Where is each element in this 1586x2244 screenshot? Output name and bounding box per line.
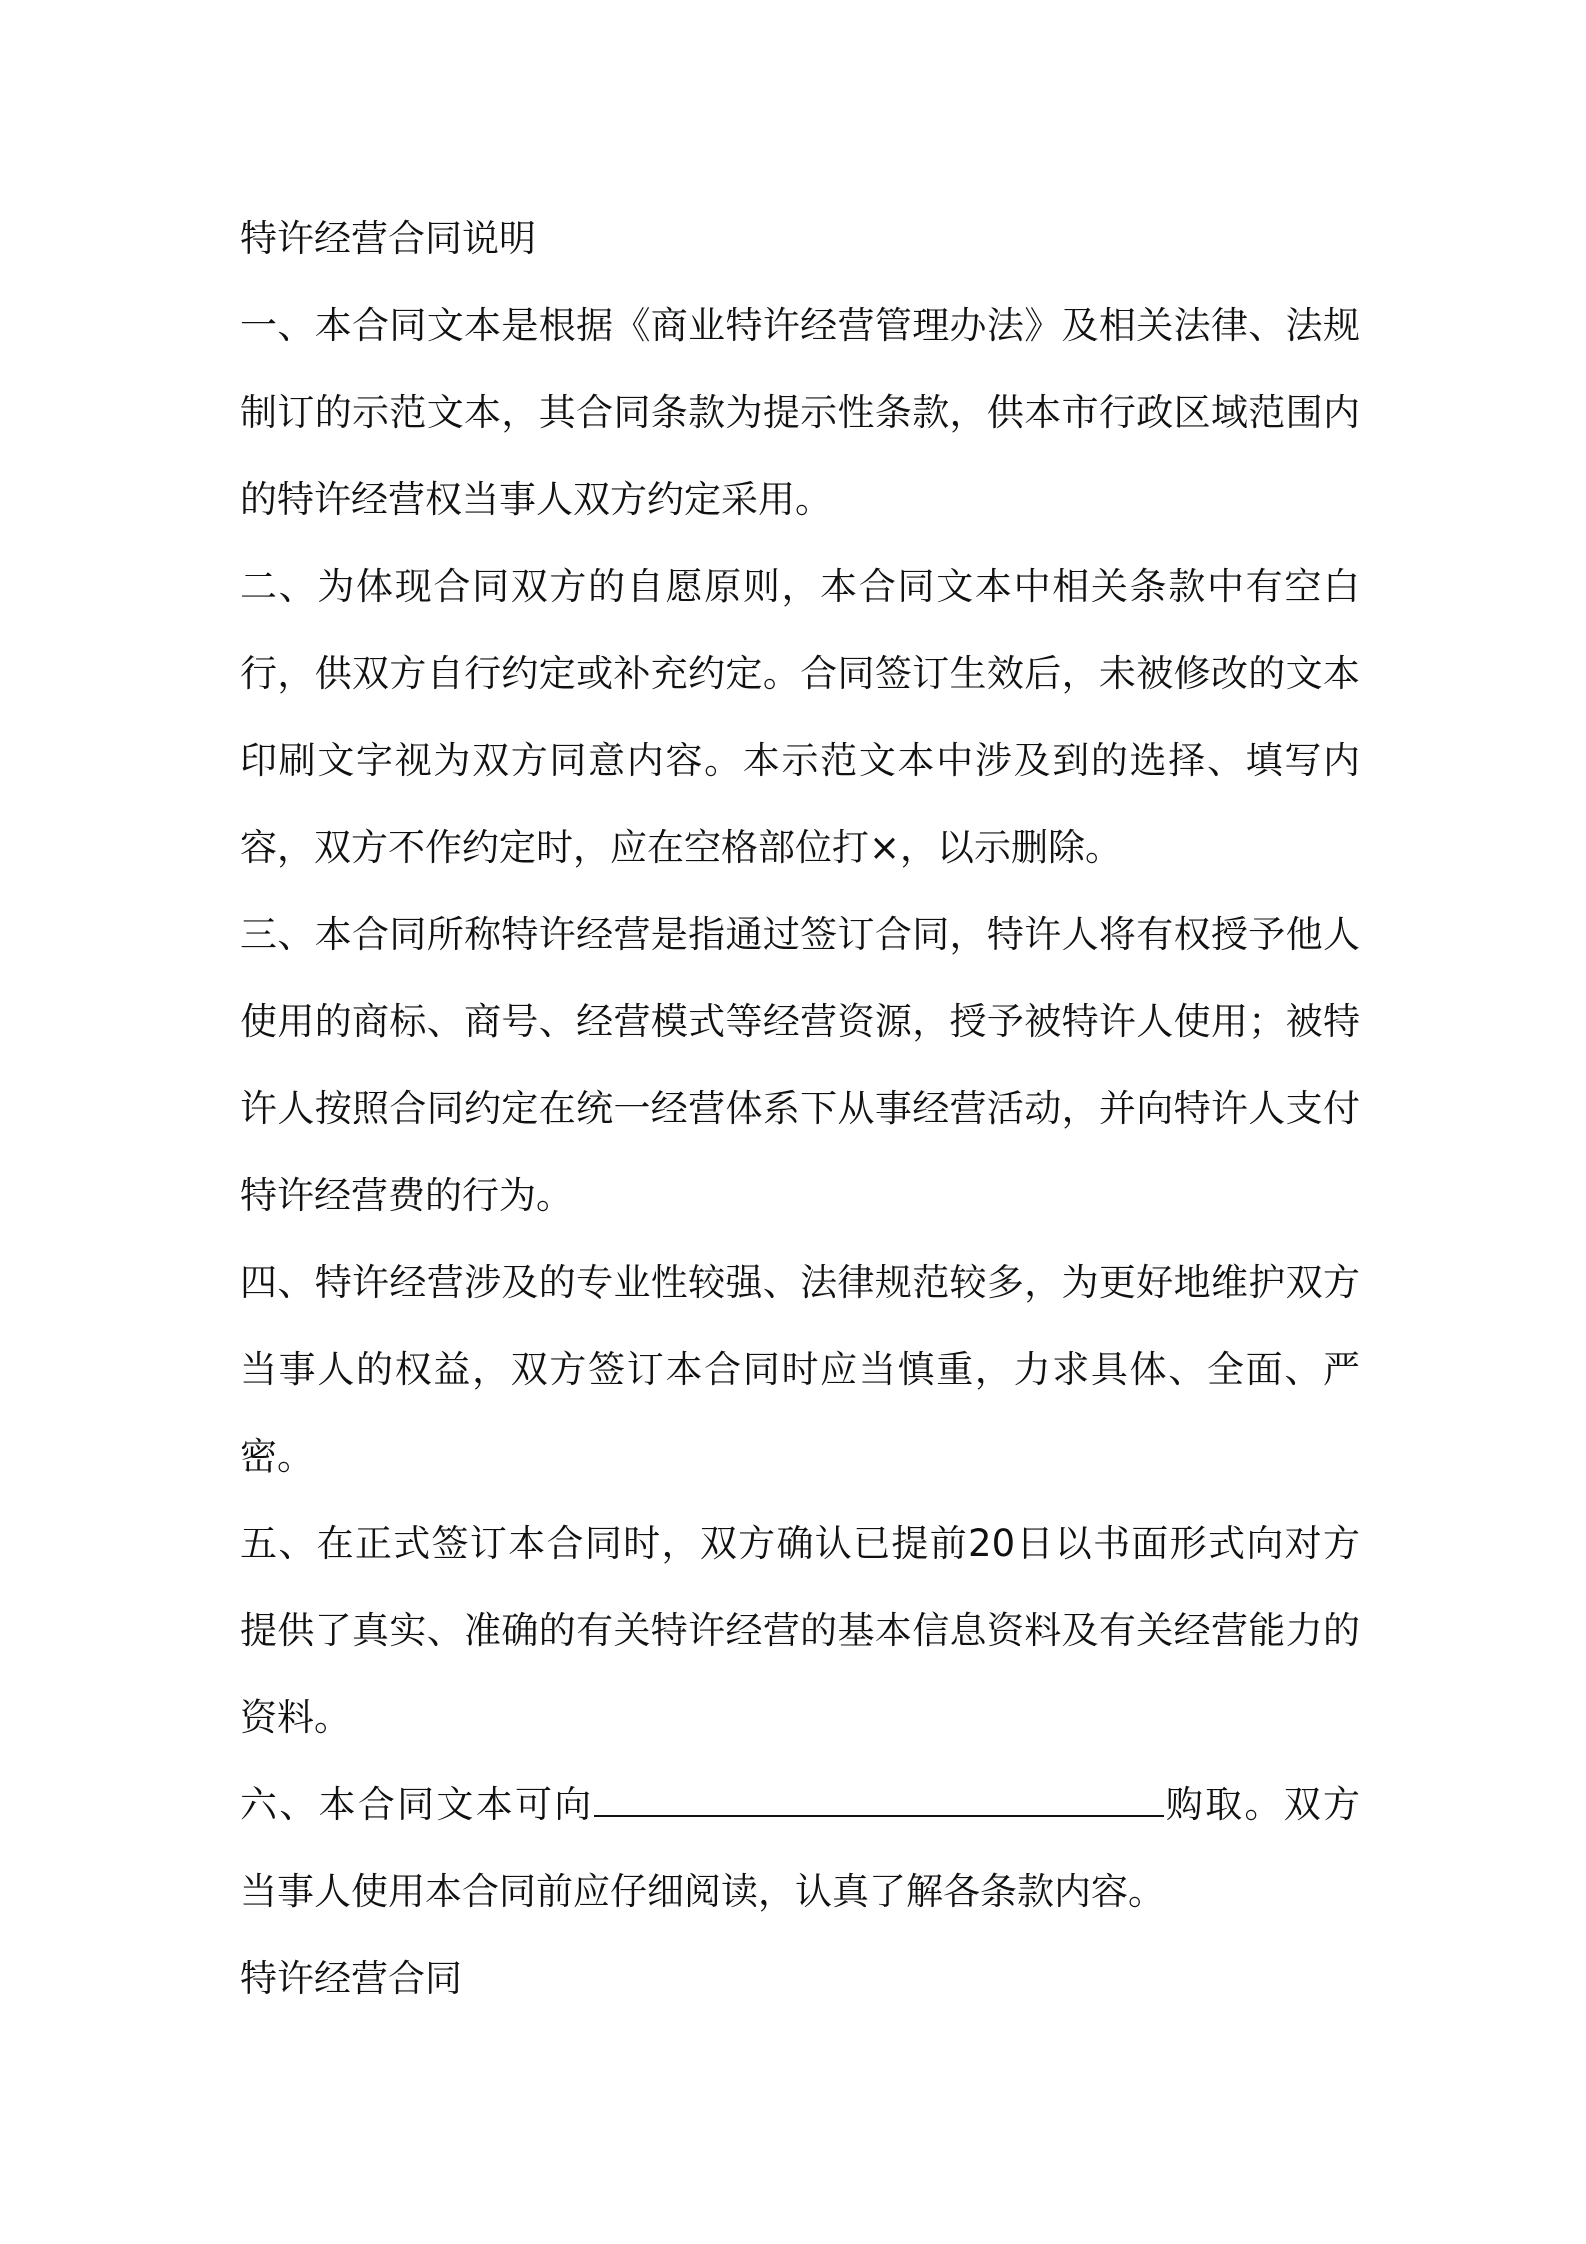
paragraph-6-lead: 六、本合同文本可向: [240, 1783, 594, 1826]
section-heading: 特许经营合同: [240, 1957, 462, 2000]
paragraph-1: 一、本合同文本是根据《商业特许经营管理办法》及相关法律、法规制订的示范文本，其合同条款为提示性条款，供本市行政区域范围内的特许经营权当事人双方约定采用。: [240, 304, 1360, 521]
paragraph-6: [240, 1761, 1360, 1935]
paragraph-5: 五、在正式签订本合同时，双方确认已提前20日以书面形式向对方提供了真实、准确的有关特许经营的基本信息资料及有关经营能力的资料。: [240, 1522, 1360, 1739]
document-title: 特许经营合同说明: [240, 217, 536, 260]
paragraph-6-tail: 购取。双方当事人使用本合同前应仔细阅读，认真了解各条款内容。: [240, 1783, 1361, 1913]
paragraph-4: 四、特许经营涉及的专业性较强、法律规范较多，为更好地维护双方当事人的权益，双方签订本合同时应当慎重，力求具体、全面、严密。: [240, 1261, 1360, 1478]
paragraph-2: 二、为体现合同双方的自愿原则，本合同文本中相关条款中有空白行，供双方自行约定或补充约定。合同签订生效后，未被修改的文本印刷文字视为双方同意内容。本示范文本中涉及到的选择、填写内容，双方不作约定时，应在空格部位打×，以示删除。: [240, 565, 1360, 869]
document-page: [240, 195, 1360, 2022]
paragraph-3: 三、本合同所称特许经营是指通过签订合同，特许人将有权授予他人使用的商标、商号、经营模式等经营资源，授予被特许人使用；被特许人按照合同约定在统一经营体系下从事经营活动，并向特许人支付特许经营费的行为。: [240, 913, 1360, 1217]
fill-in-blank: [594, 1785, 1164, 1817]
